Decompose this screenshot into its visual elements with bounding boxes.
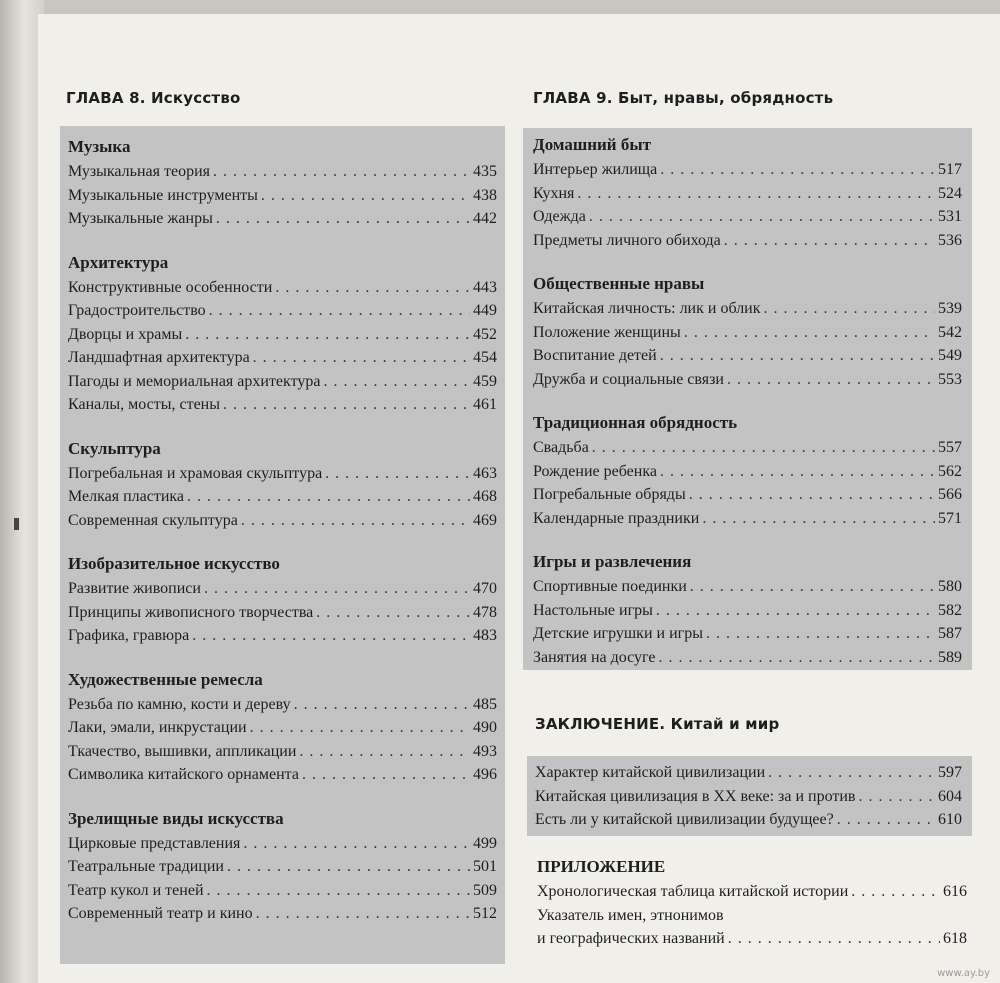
toc-entry-page: 604 — [938, 787, 962, 805]
toc-entry-title: Настольные игры — [533, 601, 653, 619]
toc-entry-title: Предметы личного обихода — [533, 231, 721, 249]
toc-leader — [727, 368, 935, 392]
toc-leader — [851, 880, 940, 904]
toc-leader — [706, 622, 935, 646]
conclusion-box — [527, 756, 972, 836]
toc-entry-page: 454 — [473, 349, 497, 366]
toc-entry-title: Китайская цивилизация в XX веке: за и против — [535, 787, 856, 805]
toc-entry-title: Дружба и социальные связи — [533, 370, 724, 388]
toc-entry — [533, 436, 962, 460]
toc-entry-page: 542 — [938, 323, 962, 341]
toc-entry — [533, 507, 962, 531]
chapter-9-box — [523, 128, 972, 670]
toc-entry-page: 461 — [473, 396, 497, 413]
toc-entry-title: Современная скульптура — [68, 511, 238, 529]
toc-entry — [533, 297, 962, 321]
toc-entry — [68, 624, 497, 648]
binding-mark-icon — [14, 518, 19, 530]
toc-entry-page: 459 — [473, 372, 497, 390]
toc-leader — [294, 693, 470, 717]
toc-entry-page: 493 — [473, 742, 497, 760]
toc-entry-page: 524 — [938, 184, 962, 202]
section-gap — [68, 787, 497, 806]
toc-entry-title: Воспитание детей — [533, 347, 657, 364]
toc-entry — [68, 207, 497, 231]
toc-entry — [533, 575, 962, 599]
toc-entry-title: Каналы, мосты, стены — [68, 396, 220, 413]
toc-entry — [537, 927, 967, 951]
toc-entry-page: 501 — [473, 858, 497, 875]
chapter-8-sections — [60, 126, 505, 926]
toc-entry-page: 463 — [473, 464, 497, 482]
chapter-8-box — [60, 126, 505, 964]
toc-entry-title: Ткачество, вышивки, аппликации — [68, 742, 297, 760]
toc-leader — [768, 761, 935, 785]
toc-leader — [728, 927, 940, 951]
toc-entry-line: Указатель имен, этнонимов — [537, 906, 724, 924]
toc-entry — [68, 370, 497, 394]
chapter-8-column — [60, 86, 505, 110]
toc-leader — [227, 855, 470, 879]
toc-entry-page: 566 — [938, 486, 962, 503]
toc-entry-page: 553 — [938, 370, 962, 388]
toc-entry-page: 616 — [943, 883, 967, 900]
toc-entry-page: 610 — [938, 811, 962, 828]
section-title: Общественные нравы — [533, 274, 705, 293]
toc-leader — [702, 507, 935, 531]
toc-entry-title: Резьба по камню, кости и дереву — [68, 695, 291, 713]
toc-leader — [192, 624, 470, 648]
toc-entry-title: Дворцы и храмы — [68, 325, 183, 343]
section-title: Игры и развлечения — [533, 552, 692, 571]
appendix-section — [537, 854, 967, 951]
toc-entry — [68, 763, 497, 787]
toc-entry-page: 618 — [943, 930, 967, 947]
toc-entry-title: Театральные традиции — [68, 858, 224, 875]
toc-entry-page: 580 — [938, 578, 962, 595]
toc-leader — [241, 509, 470, 533]
toc-leader — [256, 902, 470, 926]
toc-entry — [533, 321, 962, 345]
toc-leader — [187, 485, 470, 509]
toc-entry-page: 531 — [938, 208, 962, 225]
toc-entry-page: 478 — [473, 603, 497, 621]
toc-entry — [68, 276, 497, 300]
toc-entry-page: 485 — [473, 695, 497, 713]
section-title: Архитектура — [68, 252, 169, 272]
toc-entry-page: 443 — [473, 278, 497, 296]
toc-entry-title: Календарные праздники — [533, 509, 700, 527]
section-gap — [68, 231, 497, 250]
toc-entry — [68, 509, 497, 533]
section-title: Изобразительное искусство — [68, 554, 280, 573]
toc-entry-title: и географических названий — [537, 930, 725, 947]
toc-leader — [253, 346, 470, 370]
toc-leader — [660, 158, 935, 182]
toc-entry-title: Музыкальные жанры — [68, 210, 213, 227]
toc-entry — [535, 761, 962, 785]
toc-entry — [68, 740, 497, 764]
toc-entry-page: 499 — [473, 834, 497, 852]
toc-entry-title: Характер китайской цивилизации — [535, 764, 766, 781]
toc-entry — [533, 460, 962, 484]
toc-entry — [68, 184, 497, 208]
toc-entry-title: Погребальная и храмовая скульптура — [68, 464, 323, 482]
toc-entry-title: Одежда — [533, 208, 586, 225]
toc-entry-title: Детские игрушки и игры — [533, 625, 703, 642]
toc-leader — [316, 601, 470, 625]
toc-leader — [216, 207, 470, 231]
toc-leader — [213, 160, 470, 184]
chapter-8-title: ГЛАВА 8. Искусство — [66, 89, 241, 107]
toc-leader — [204, 577, 470, 601]
toc-entry-page: 597 — [938, 764, 962, 781]
toc-leader — [592, 436, 935, 460]
toc-leader — [589, 205, 935, 229]
toc-entry-title: Лаки, эмали, инкрустации — [68, 719, 247, 736]
toc-entry — [68, 346, 497, 370]
toc-entry-title: Цирковые представления — [68, 834, 241, 852]
toc-entry — [533, 344, 962, 368]
toc-entry — [68, 855, 497, 879]
toc-entry-title: Современный театр и кино — [68, 905, 253, 922]
appendix-title: ПРИЛОЖЕНИЕ — [537, 857, 666, 876]
toc-entry — [533, 483, 962, 507]
section-gap — [68, 648, 497, 667]
toc-leader — [764, 297, 935, 321]
toc-leader — [250, 716, 470, 740]
section-title: Скульптура — [68, 438, 161, 458]
section-gap — [68, 532, 497, 551]
toc-entry — [533, 368, 962, 392]
toc-entry-title: Музыкальные инструменты — [68, 186, 258, 204]
toc-entry-title: Положение женщины — [533, 323, 681, 341]
toc-entry — [535, 808, 962, 832]
toc-entry — [68, 323, 497, 347]
toc-entry-page: 517 — [938, 161, 962, 178]
toc-entry-page: 483 — [473, 627, 497, 644]
toc-entry — [68, 299, 497, 323]
toc-entry-page: 587 — [938, 625, 962, 642]
toc-leader — [299, 740, 470, 764]
toc-entry-page: 438 — [473, 186, 497, 204]
toc-entry-page: 449 — [473, 302, 497, 319]
toc-entry-title: Ландшафтная архитектура — [68, 349, 250, 366]
toc-entry — [533, 182, 962, 206]
toc-entry-page: 539 — [938, 300, 962, 317]
toc-entry-title: Есть ли у китайской цивилизации будущее? — [535, 811, 834, 828]
toc-leader — [660, 460, 935, 484]
toc-entry-page: 496 — [473, 766, 497, 783]
toc-entry — [68, 462, 497, 486]
toc-entry-title: Спортивные поединки — [533, 578, 687, 595]
section-title: Домашний быт — [533, 135, 651, 154]
toc-leader — [275, 276, 470, 300]
toc-entry-page: 469 — [473, 511, 497, 529]
section-gap — [533, 391, 962, 410]
toc-entry-title: Символика китайского орнамента — [68, 766, 299, 783]
toc-entry-page: 589 — [938, 648, 962, 666]
toc-entry — [68, 601, 497, 625]
conclusion-items — [527, 756, 972, 832]
toc-entry-title: Китайская личность: лик и облик — [533, 300, 761, 317]
toc-entry-title: Мелкая пластика — [68, 488, 185, 505]
toc-entry-page: 435 — [473, 163, 497, 180]
section-title: Художественные ремесла — [68, 669, 263, 689]
toc-entry — [68, 485, 497, 509]
chapter-9-title: ГЛАВА 9. Быт, нравы, обрядность — [533, 89, 834, 107]
watermark: www.ay.by — [937, 968, 990, 979]
toc-leader — [185, 323, 470, 347]
section-title: Традиционная обрядность — [533, 413, 738, 432]
conclusion-title: ЗАКЛЮЧЕНИЕ. Китай и мир — [535, 715, 780, 733]
section-gap — [68, 417, 497, 436]
toc-entry-title: Музыкальная теория — [68, 163, 210, 180]
toc-leader — [660, 344, 935, 368]
toc-entry-page: 452 — [473, 325, 497, 343]
toc-entry-page: 582 — [938, 601, 962, 619]
toc-leader — [223, 393, 470, 417]
toc-leader — [261, 184, 470, 208]
toc-entry-title: Рождение ребенка — [533, 462, 657, 480]
toc-entry-title: Погребальные обряды — [533, 486, 686, 503]
toc-leader — [207, 879, 471, 903]
toc-entry — [533, 622, 962, 646]
toc-leader — [325, 462, 470, 486]
toc-entry — [68, 716, 497, 740]
toc-entry-page: 571 — [938, 509, 962, 527]
toc-leader — [689, 483, 935, 507]
toc-leader — [684, 321, 935, 345]
toc-entry-page: 549 — [938, 347, 962, 364]
toc-leader — [690, 575, 935, 599]
toc-leader — [302, 763, 470, 787]
toc-entry — [68, 902, 497, 926]
toc-leader — [243, 832, 470, 856]
toc-leader — [724, 229, 935, 253]
toc-entry-page: 562 — [938, 462, 962, 480]
toc-entry-title: Градостроительство — [68, 302, 206, 319]
section-title: Музыка — [68, 137, 131, 156]
toc-entry — [68, 393, 497, 417]
toc-entry-title: Принципы живописного творчества — [68, 603, 314, 621]
toc-entry-title: Конструктивные особенности — [68, 278, 273, 296]
toc-entry-title: Театр кукол и теней — [68, 881, 204, 899]
toc-entry-page: 512 — [473, 905, 497, 922]
toc-entry — [533, 599, 962, 623]
toc-entry-title: Занятия на досуге — [533, 648, 656, 666]
toc-entry-page: 468 — [473, 488, 497, 505]
toc-entry-page: 490 — [473, 719, 497, 736]
toc-entry-title: Кухня — [533, 184, 575, 202]
toc-entry-title: Развитие живописи — [68, 580, 201, 597]
toc-entry — [533, 646, 962, 670]
section-gap — [533, 530, 962, 549]
toc-entry — [533, 229, 962, 253]
toc-entry — [535, 785, 962, 809]
toc-entry — [68, 879, 497, 903]
toc-leader — [659, 646, 936, 670]
toc-entry — [537, 880, 967, 904]
toc-entry-page: 442 — [473, 210, 497, 227]
toc-entry — [68, 832, 497, 856]
toc-entry — [533, 158, 962, 182]
section-title: Зрелищные виды искусства — [68, 808, 284, 828]
toc-leader — [656, 599, 935, 623]
toc-entry-page: 509 — [473, 881, 497, 899]
toc-entry — [68, 693, 497, 717]
toc-entry-page: 536 — [938, 231, 962, 249]
toc-entry — [68, 577, 497, 601]
toc-entry-title: Хронологическая таблица китайской истории — [537, 883, 849, 900]
toc-leader — [209, 299, 470, 323]
toc-entry — [533, 205, 962, 229]
toc-entry-title: Свадьба — [533, 439, 589, 456]
toc-entry-title: Графика, гравюра — [68, 627, 190, 644]
toc-leader — [323, 370, 470, 394]
toc-entry — [68, 160, 497, 184]
toc-entry-title: Пагоды и мемориальная архитектура — [68, 372, 321, 390]
chapter-9-sections — [523, 128, 972, 669]
toc-leader — [858, 785, 935, 809]
toc-entry-title: Интерьер жилища — [533, 161, 658, 178]
toc-leader — [577, 182, 935, 206]
chapter-9-column — [527, 86, 972, 110]
toc-entry-page: 557 — [938, 439, 962, 456]
toc-entry-page: 470 — [473, 580, 497, 597]
section-gap — [533, 252, 962, 271]
toc-leader — [837, 808, 935, 832]
